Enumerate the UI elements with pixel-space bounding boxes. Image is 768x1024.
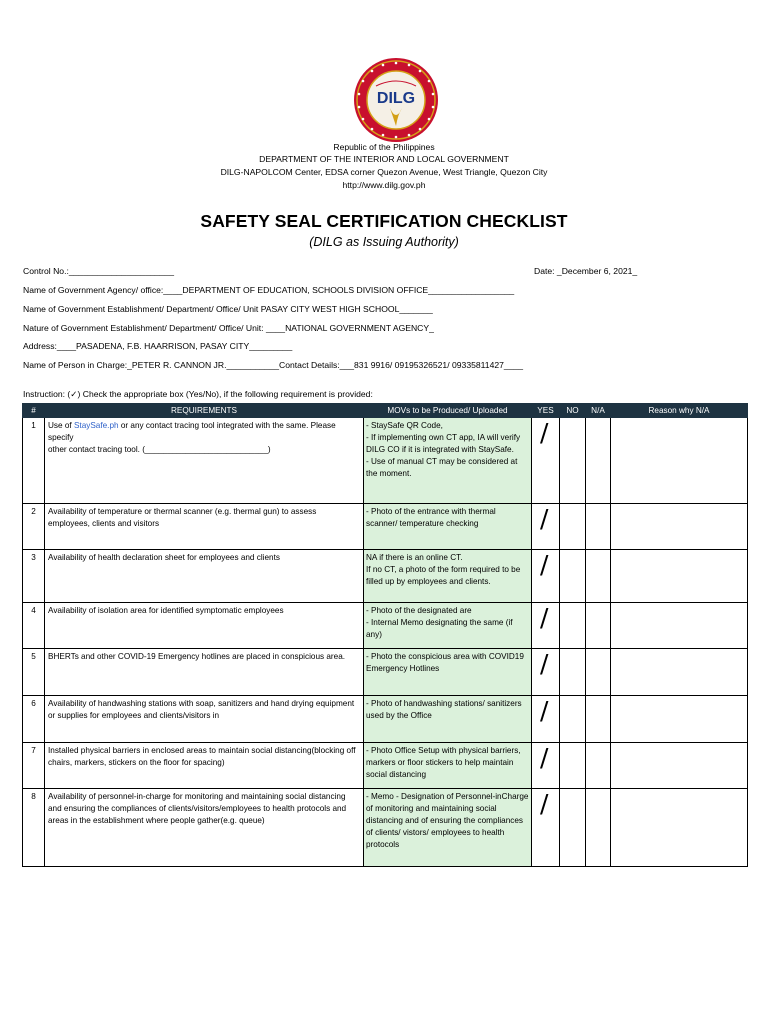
row-requirement: Availability of personnel-in-charge for monitoring and maintaining social distancing and ensuring the compliances of clients/visitors/employees to health protocols and areas in the establishment where people gather(e.g. queue)	[45, 789, 364, 867]
table-row	[23, 550, 748, 603]
yes-checkbox-cell[interactable]	[532, 504, 560, 550]
header-address: DILG-NAPOLCOM Center, EDSA corner Quezon Avenue, West Triangle, Quezon City	[220, 167, 548, 177]
check-mark: /	[540, 789, 549, 818]
row-mov: - Photo of the entrance with thermal scanner/ temperature checking	[364, 504, 532, 550]
row-mov: NA if there is an online CT. If no CT, a photo of the form required to be filled up by employees and clients.	[364, 550, 532, 603]
row-requirement: Installed physical barriers in enclosed areas to maintain social distancing(blocking off chairs, markers, stickers on the floor for spacing)	[45, 743, 364, 789]
na-checkbox-cell[interactable]	[586, 649, 611, 696]
document-subtitle: (DILG as Issuing Authority)	[309, 235, 459, 249]
dilg-seal-logo	[346, 56, 446, 144]
row-number: 2	[23, 504, 45, 550]
check-mark: /	[540, 649, 549, 678]
nature-field: Nature of Government Establishment/ Department/ Office/ Unit: ____NATIONAL GOVERNMENT AGENCY_	[23, 323, 434, 333]
na-checkbox-cell[interactable]	[586, 789, 611, 867]
col-header-no: NO	[560, 404, 586, 418]
row-requirement: Availability of temperature or thermal scanner (e.g. thermal gun) to assess employees, clients and visitors	[45, 504, 364, 550]
yes-checkbox-cell[interactable]	[532, 603, 560, 649]
yes-checkbox-cell[interactable]	[532, 550, 560, 603]
reason-cell[interactable]	[611, 743, 748, 789]
staysafe-link[interactable]: StaySafe.ph	[73, 421, 119, 430]
row-mov: - Photo of handwashing stations/ sanitizers used by the Office	[364, 696, 532, 743]
yes-checkbox-cell[interactable]	[532, 743, 560, 789]
document-title: SAFETY SEAL CERTIFICATION CHECKLIST	[200, 211, 568, 231]
table-row	[23, 696, 748, 743]
table-row	[23, 789, 748, 867]
table-row	[23, 418, 748, 504]
reason-cell[interactable]	[611, 550, 748, 603]
table-row	[23, 504, 748, 550]
date-field: Date: _December 6, 2021_	[534, 266, 638, 276]
na-checkbox-cell[interactable]	[586, 603, 611, 649]
instruction-text: Instruction: (✓) Check the appropriate box (Yes/No), if the following requirement is provided:	[23, 389, 373, 399]
row-requirement: BHERTs and other COVID-19 Emergency hotlines are placed in conspicious area.	[45, 649, 364, 696]
table-row	[23, 743, 748, 789]
checklist-table	[22, 403, 748, 867]
na-checkbox-cell[interactable]	[586, 743, 611, 789]
reason-cell[interactable]	[611, 649, 748, 696]
col-header-number: #	[23, 404, 45, 418]
row-number: 8	[23, 789, 45, 867]
na-checkbox-cell[interactable]	[586, 696, 611, 743]
requirement-text-cont: or any contact tracing tool integrated with the same. Please specify other contact tracing tool. (___________________________)	[48, 421, 336, 454]
yes-checkbox-cell[interactable]	[532, 649, 560, 696]
row-mov: - Memo - Designation of Personnel-inCharge of monitoring and maintaining social distancing and of ensuring the compliances of clients/ vistors/ employees to health protocols	[364, 789, 532, 867]
row-mov: - Photo Office Setup with physical barriers, markers or floor stickers to help maintain social distancing	[364, 743, 532, 789]
col-header-na: N/A	[586, 404, 611, 418]
col-header-movs: MOVs to be Produced/ Uploaded	[364, 404, 532, 418]
row-mov: - StaySafe QR Code, - If implementing own CT app, IA will verify DILG CO if it is integrated with StaySafe. - Use of manual CT may be considered at the moment.	[364, 418, 532, 504]
yes-checkbox-cell[interactable]	[532, 696, 560, 743]
no-checkbox-cell[interactable]	[560, 504, 586, 550]
yes-checkbox-cell[interactable]	[532, 789, 560, 867]
na-checkbox-cell[interactable]	[586, 418, 611, 504]
check-mark: /	[540, 418, 549, 447]
reason-cell[interactable]	[611, 504, 748, 550]
no-checkbox-cell[interactable]	[560, 649, 586, 696]
check-mark: /	[540, 550, 549, 579]
header-website: http://www.dilg.gov.ph	[342, 180, 426, 190]
table-row	[23, 603, 748, 649]
table-row	[23, 649, 748, 696]
address-field: Address:____PASADENA, F.B. HAARRISON, PASAY CITY_________	[23, 341, 293, 351]
check-mark: /	[540, 504, 549, 533]
row-number: 4	[23, 603, 45, 649]
reason-cell[interactable]	[611, 696, 748, 743]
na-checkbox-cell[interactable]	[586, 504, 611, 550]
row-number: 6	[23, 696, 45, 743]
col-header-reason: Reason why N/A	[611, 404, 748, 418]
row-mov: - Photo of the designated are - Internal Memo designating the same (if any)	[364, 603, 532, 649]
no-checkbox-cell[interactable]	[560, 550, 586, 603]
reason-cell[interactable]	[611, 603, 748, 649]
check-mark: /	[540, 743, 549, 772]
header-country: Republic of the Philippines	[333, 142, 435, 152]
row-number: 7	[23, 743, 45, 789]
no-checkbox-cell[interactable]	[560, 603, 586, 649]
table-header-row	[23, 404, 748, 418]
establishment-field: Name of Government Establishment/ Department/ Office/ Unit PASAY CITY WEST HIGH SCHOOL_______	[23, 304, 433, 314]
requirement-text: Use of	[48, 421, 74, 430]
svg-text:DILG: DILG	[376, 90, 416, 107]
person-in-charge-field: Name of Person in Charge:_PETER R. CANNON JR.___________Contact Details:___831 9916/ 09195326521/ 09335811427____	[23, 360, 524, 370]
reason-cell[interactable]	[611, 789, 748, 867]
row-requirement: Availability of isolation area for identified symptomatic employees	[45, 603, 364, 649]
no-checkbox-cell[interactable]	[560, 696, 586, 743]
row-requirement: Availability of health declaration sheet for employees and clients	[45, 550, 364, 603]
no-checkbox-cell[interactable]	[560, 743, 586, 789]
check-mark: /	[540, 603, 549, 632]
yes-checkbox-cell[interactable]	[532, 418, 560, 504]
col-header-yes: YES	[532, 404, 560, 418]
no-checkbox-cell[interactable]	[560, 418, 586, 504]
row-requirement	[45, 418, 364, 504]
row-number: 5	[23, 649, 45, 696]
check-mark: /	[540, 696, 549, 725]
reason-cell[interactable]	[611, 418, 748, 504]
row-number: 3	[23, 550, 45, 603]
agency-field: Name of Government Agency/ office:____DEPARTMENT OF EDUCATION, SCHOOLS DIVISION OFFICE__________________	[23, 285, 515, 295]
na-checkbox-cell[interactable]	[586, 550, 611, 603]
row-number: 1	[23, 418, 45, 504]
header-department: DEPARTMENT OF THE INTERIOR AND LOCAL GOVERNMENT	[259, 154, 509, 164]
col-header-requirements: REQUIREMENTS	[45, 404, 364, 418]
row-requirement: Availability of handwashing stations with soap, sanitizers and hand drying equipment or supplies for employees and clients/visitors in	[45, 696, 364, 743]
row-mov: - Photo the conspicious area with COVID19 Emergency Hotlines	[364, 649, 532, 696]
control-number-field: Control No.:______________________	[23, 266, 174, 276]
no-checkbox-cell[interactable]	[560, 789, 586, 867]
